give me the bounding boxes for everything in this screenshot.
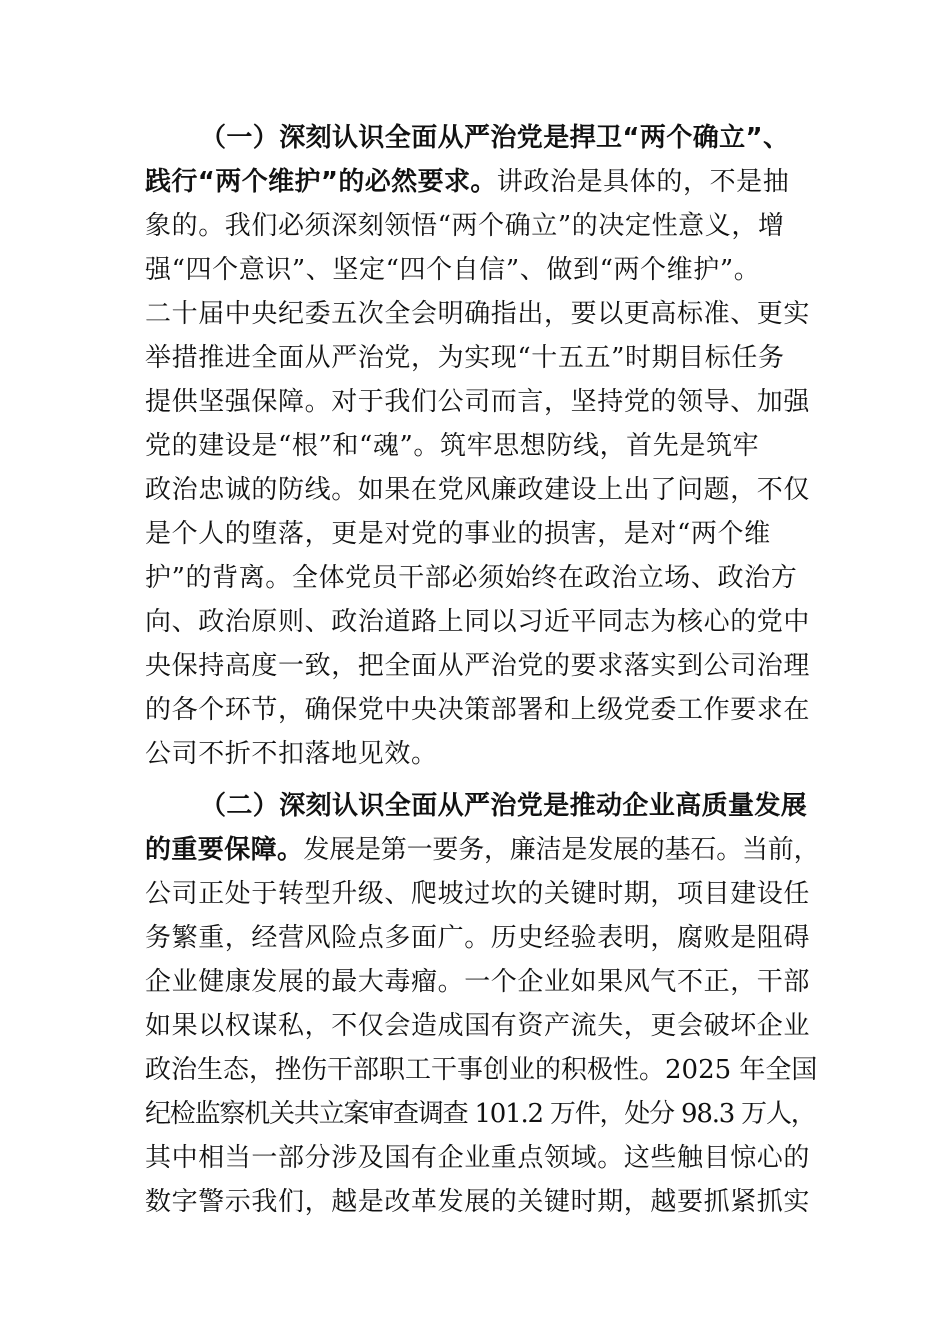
- section1-line-13: 的各个环节，确保党中央决策部署和上级党委工作要求在: [145, 695, 811, 725]
- section1-line-5: 举措推进全面从严治党，为实现“十五五”时期目标任务: [145, 343, 785, 373]
- section1-heading-line2: 践行“两个维护”的必然要求。: [145, 167, 497, 197]
- section1-line-3: 强“四个意识”、坚定“四个自信”、做到“两个维护”。: [145, 255, 761, 285]
- section2-line-1: [145, 828, 819, 872]
- section1-line-1: [145, 160, 789, 204]
- section1-line-11: 向、政治原则、政治道路上同以习近平同志为核心的党中: [145, 607, 811, 637]
- section1-heading-line1: （一）深刻认识全面从严治党是捍卫“两个确立”、: [200, 123, 790, 153]
- section2-line-9: 数字警示我们，越是改革发展的关键时期，越要抓紧抓实: [145, 1187, 811, 1217]
- section2-heading-line1: （二）深刻认识全面从严治党是推动企业高质量发展: [200, 791, 808, 821]
- section2-line-4: 企业健康发展的最大毒瘤。一个企业如果风气不正，干部: [145, 967, 811, 997]
- section2-line-6: 政治生态，挫伤干部职工干事创业的积极性。2025 年全国: [145, 1055, 818, 1085]
- section2-heading-line2: 的重要保障。: [145, 835, 304, 865]
- section2-line-3: 务繁重，经营风险点多面广。历史经验表明，腐败是阻碍: [145, 923, 811, 953]
- section1-body-text: 讲政治是具体的，不是抽: [496, 167, 790, 197]
- section1-line-10: 护”的背离。全体党员干部必须始终在政治立场、政治方: [145, 563, 798, 593]
- section1-line-6: 提供坚强保障。对于我们公司而言，坚持党的领导、加强: [145, 387, 811, 417]
- section1-line-12: 央保持高度一致，把全面从严治党的要求落实到公司治理: [145, 651, 811, 681]
- section1-line-4: 二十届中央纪委五次全会明确指出，要以更高标准、更实: [145, 299, 811, 329]
- section1-line-7: 党的建设是“根”和“魂”。筑牢思想防线，首先是筑牢: [145, 431, 760, 461]
- section2-line-2: 公司正处于转型升级、爬坡过坎的关键时期，项目建设任: [145, 879, 811, 909]
- section1-line-2: 象的。我们必须深刻领悟“两个确立”的决定性意义，增: [145, 211, 785, 241]
- section1-line-14: 公司不折不扣落地见效。: [145, 739, 438, 769]
- section1-line-9: 是个人的堕落，更是对党的事业的损害，是对“两个维: [145, 519, 771, 549]
- section2-line-7: 纪检监察机关共立案审查调查 101.2 万件，处分 98.3 万人，: [145, 1099, 816, 1129]
- section2-line-5: 如果以权谋私，不仅会造成国有资产流失，更会破坏企业: [145, 1011, 811, 1041]
- section2-line-8: 其中相当一部分涉及国有企业重点领域。这些触目惊心的: [145, 1143, 811, 1173]
- section2-body-text: 发展是第一要务，廉洁是发展的基石。当前，: [303, 835, 820, 865]
- section1-line-8: 政治忠诚的防线。如果在党风廉政建设上出了问题，不仅: [145, 475, 811, 505]
